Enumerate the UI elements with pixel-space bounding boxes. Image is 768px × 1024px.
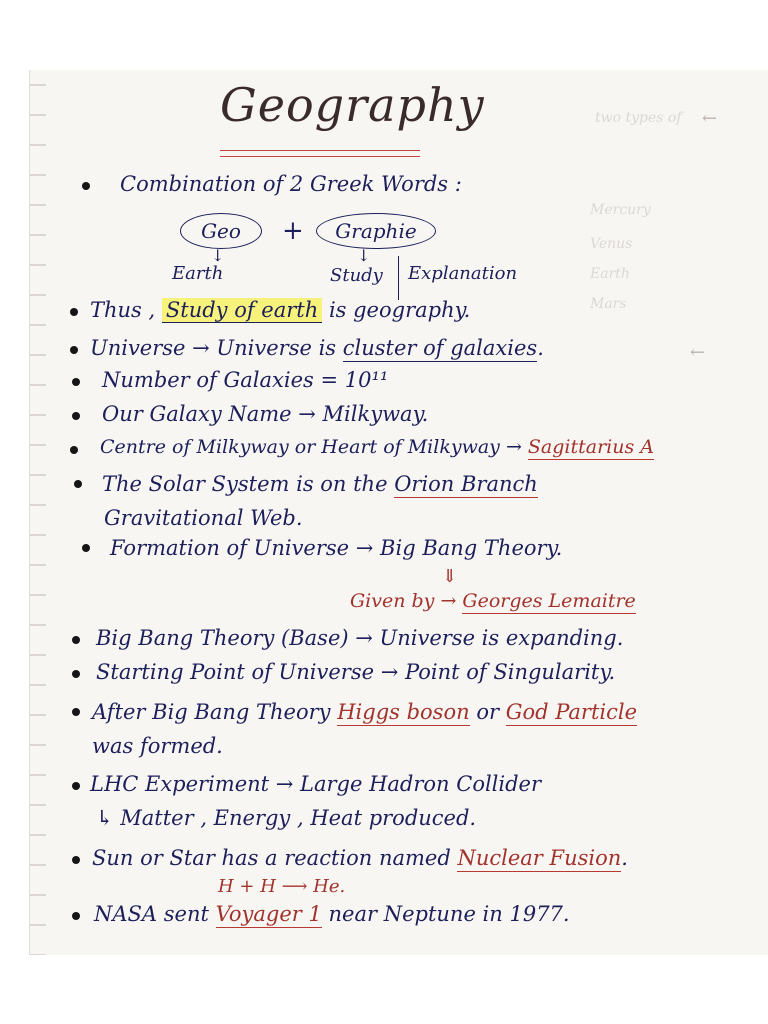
down-arrow-icon: ↓ — [357, 246, 371, 265]
underlined-text: cluster of galaxies — [342, 336, 538, 360]
text-line: ↳ Matter , Energy , Heat produced. — [96, 806, 477, 830]
bullet — [72, 708, 80, 716]
text-line: Starting Point of Universe → Point of Singularity. — [96, 660, 616, 684]
text-line — [92, 700, 637, 724]
text-fragment: Universe → Universe is — [90, 336, 337, 360]
text-fragment: . — [537, 336, 544, 360]
bullet — [72, 912, 80, 920]
text-fragment: The Solar System is on the — [102, 472, 388, 496]
text-line — [90, 336, 544, 360]
underlined-text: Orion Branch — [394, 472, 538, 496]
text-fragment: After Big Bang Theory — [92, 700, 331, 724]
earth-label: Earth — [172, 263, 224, 284]
text-fragment: NASA sent — [94, 902, 209, 926]
bleed-text: Mercury — [590, 202, 651, 218]
text-line — [94, 902, 570, 926]
bleed-arrow-icon: ← — [702, 108, 718, 129]
down-arrow-icon: ↓ — [211, 246, 225, 265]
bullet — [72, 412, 80, 420]
title-underline — [220, 150, 420, 151]
geo-oval: Geo — [180, 213, 262, 249]
text-line: Number of Galaxies = 10¹¹ — [102, 368, 389, 392]
bullet — [70, 308, 78, 316]
study-label: Study — [330, 265, 383, 286]
down-arrow-icon: ⇓ — [442, 566, 458, 587]
text-line: Gravitational Web. — [104, 506, 303, 530]
text-line — [90, 298, 470, 322]
text-line — [100, 436, 654, 458]
text-fragment: is geography. — [328, 298, 471, 322]
explanation-label: Explanation — [408, 263, 518, 284]
bleed-arrow-icon: ← — [690, 342, 706, 363]
notebook-page — [30, 70, 768, 955]
text-fragment: Given by → — [350, 590, 457, 612]
equation: H + H ⟶ He. — [218, 876, 346, 897]
text-fragment: Sun or Star has a reaction named — [92, 846, 451, 870]
text-fragment: . — [621, 846, 628, 870]
text-line — [92, 846, 628, 870]
underlined-text: Higgs boson — [337, 700, 470, 724]
text-line: Combination of 2 Greek Words : — [120, 172, 462, 196]
underlined-text: God Particle — [505, 700, 638, 724]
text-fragment: Centre of Milkyway or Heart of Milkyway → — [100, 436, 522, 458]
underlined-text: Voyager 1 — [215, 902, 322, 926]
bullet — [74, 480, 82, 488]
bleed-text: two types of — [595, 110, 682, 126]
bullet — [72, 378, 80, 386]
bullet — [70, 346, 78, 354]
underlined-text: Nuclear Fusion — [457, 846, 622, 870]
bullet — [72, 670, 80, 678]
text-fragment: Thus , — [90, 298, 156, 322]
bleed-text: Mars — [590, 296, 627, 312]
bleed-text: Venus — [590, 236, 633, 252]
text-fragment: near Neptune in 1977. — [328, 902, 570, 926]
text-line: LHC Experiment → Large Hadron Collider — [90, 772, 542, 796]
text-line — [102, 472, 538, 496]
bullet — [72, 856, 80, 864]
bullet — [70, 446, 78, 454]
text-line — [350, 590, 636, 612]
bullet — [72, 636, 80, 644]
bullet — [82, 182, 90, 190]
text-fragment: or — [476, 700, 499, 724]
text-line: Our Galaxy Name → Milkyway. — [102, 402, 429, 426]
spiral-binding — [30, 70, 46, 955]
underlined-text: Sagittarius A — [527, 436, 654, 458]
plus-sign: + — [282, 216, 304, 246]
text-line: Big Bang Theory (Base) → Universe is expanding. — [96, 626, 624, 650]
bullet — [72, 782, 80, 790]
text-line: was formed. — [92, 734, 223, 758]
slash-divider — [398, 256, 399, 300]
highlighted-text: Study of earth — [162, 298, 322, 323]
bleed-text: Earth — [590, 266, 630, 282]
text-line: Formation of Universe → Big Bang Theory. — [110, 536, 563, 560]
title-underline — [220, 156, 420, 157]
underlined-text: Georges Lemaitre — [462, 590, 636, 612]
bullet — [82, 544, 90, 552]
graphie-oval: Graphie — [316, 213, 436, 249]
page-title: Geography — [220, 78, 485, 132]
